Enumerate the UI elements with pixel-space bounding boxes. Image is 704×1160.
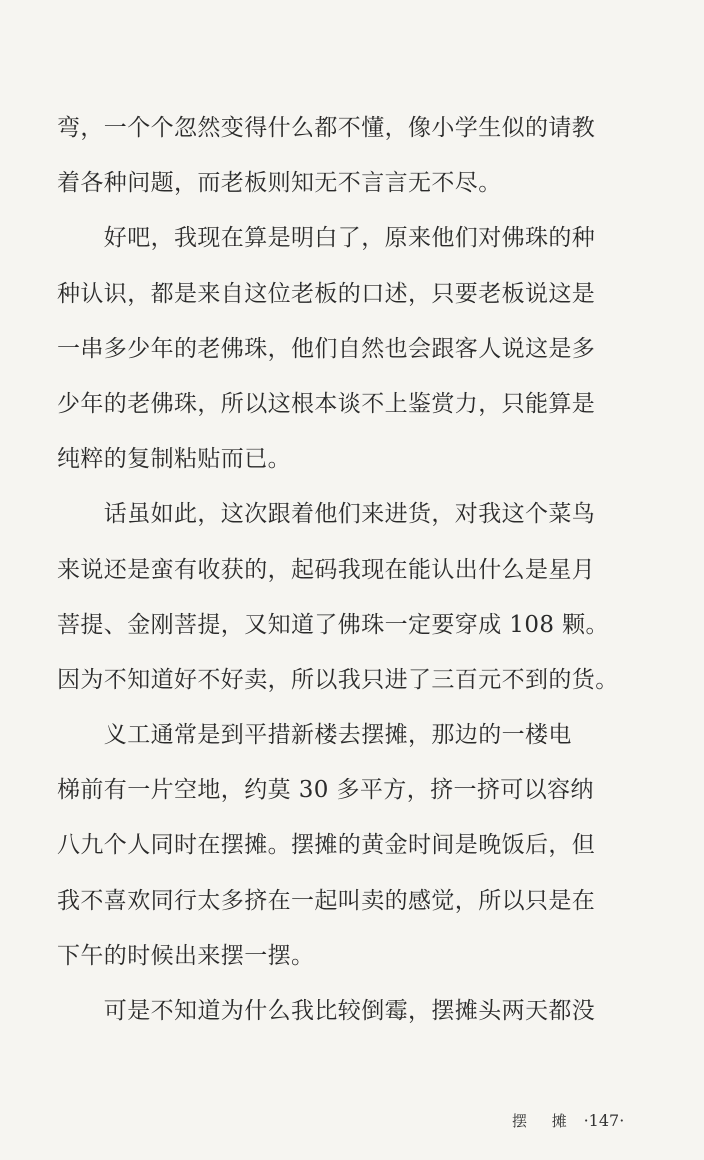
text-line: 好吧，我现在算是明白了，原来他们对佛珠的种 <box>57 225 596 252</box>
running-chapter-title: 摆 摊 <box>512 1112 577 1130</box>
text-line: 来说还是蛮有收获的，起码我现在能认出什么是星月 <box>57 556 596 583</box>
text-line: 菩提、金刚菩提，又知道了佛珠一定要穿成 108 颗。 <box>57 611 609 638</box>
text-line: 可是不知道为什么我比较倒霉，摆摊头两天都没 <box>57 998 596 1024</box>
text-line: 着各种问题，而老板则知无不言言无不尽。 <box>57 170 502 197</box>
text-line: 梯前有一片空地，约莫 30 多平方，挤一挤可以容纳 <box>57 777 594 804</box>
page-number: ·147· <box>583 1111 625 1130</box>
text-line: 我不喜欢同行太多挤在一起叫卖的感觉，所以只是在 <box>57 887 596 914</box>
text-line: 弯，一个个忽然变得什么都不懂，像小学生似的请教 <box>57 115 596 141</box>
text-line: 少年的老佛珠，所以这根本谈不上鉴赏力，只能算是 <box>57 390 596 417</box>
body-text <box>57 101 617 1039</box>
text-line: 下午的时候出来摆一摆。 <box>57 942 315 969</box>
text-line: 义工通常是到平措新楼去摆摊，那边的一楼电 <box>57 722 572 749</box>
text-line: 八九个人同时在摆摊。摆摊的黄金时间是晚饭后，但 <box>57 832 596 859</box>
text-line: 话虽如此，这次跟着他们来进货，对我这个菜鸟 <box>57 501 596 528</box>
text-line: 种认识，都是来自这位老板的口述，只要老板说这是 <box>57 280 596 307</box>
text-line: 因为不知道好不好卖，所以我只进了三百元不到的货。 <box>57 666 619 693</box>
text-line: 纯粹的复制粘贴而已。 <box>57 446 291 473</box>
page-footer <box>512 1110 624 1131</box>
text-line: 一串多少年的老佛珠，他们自然也会跟客人说这是多 <box>57 335 596 362</box>
